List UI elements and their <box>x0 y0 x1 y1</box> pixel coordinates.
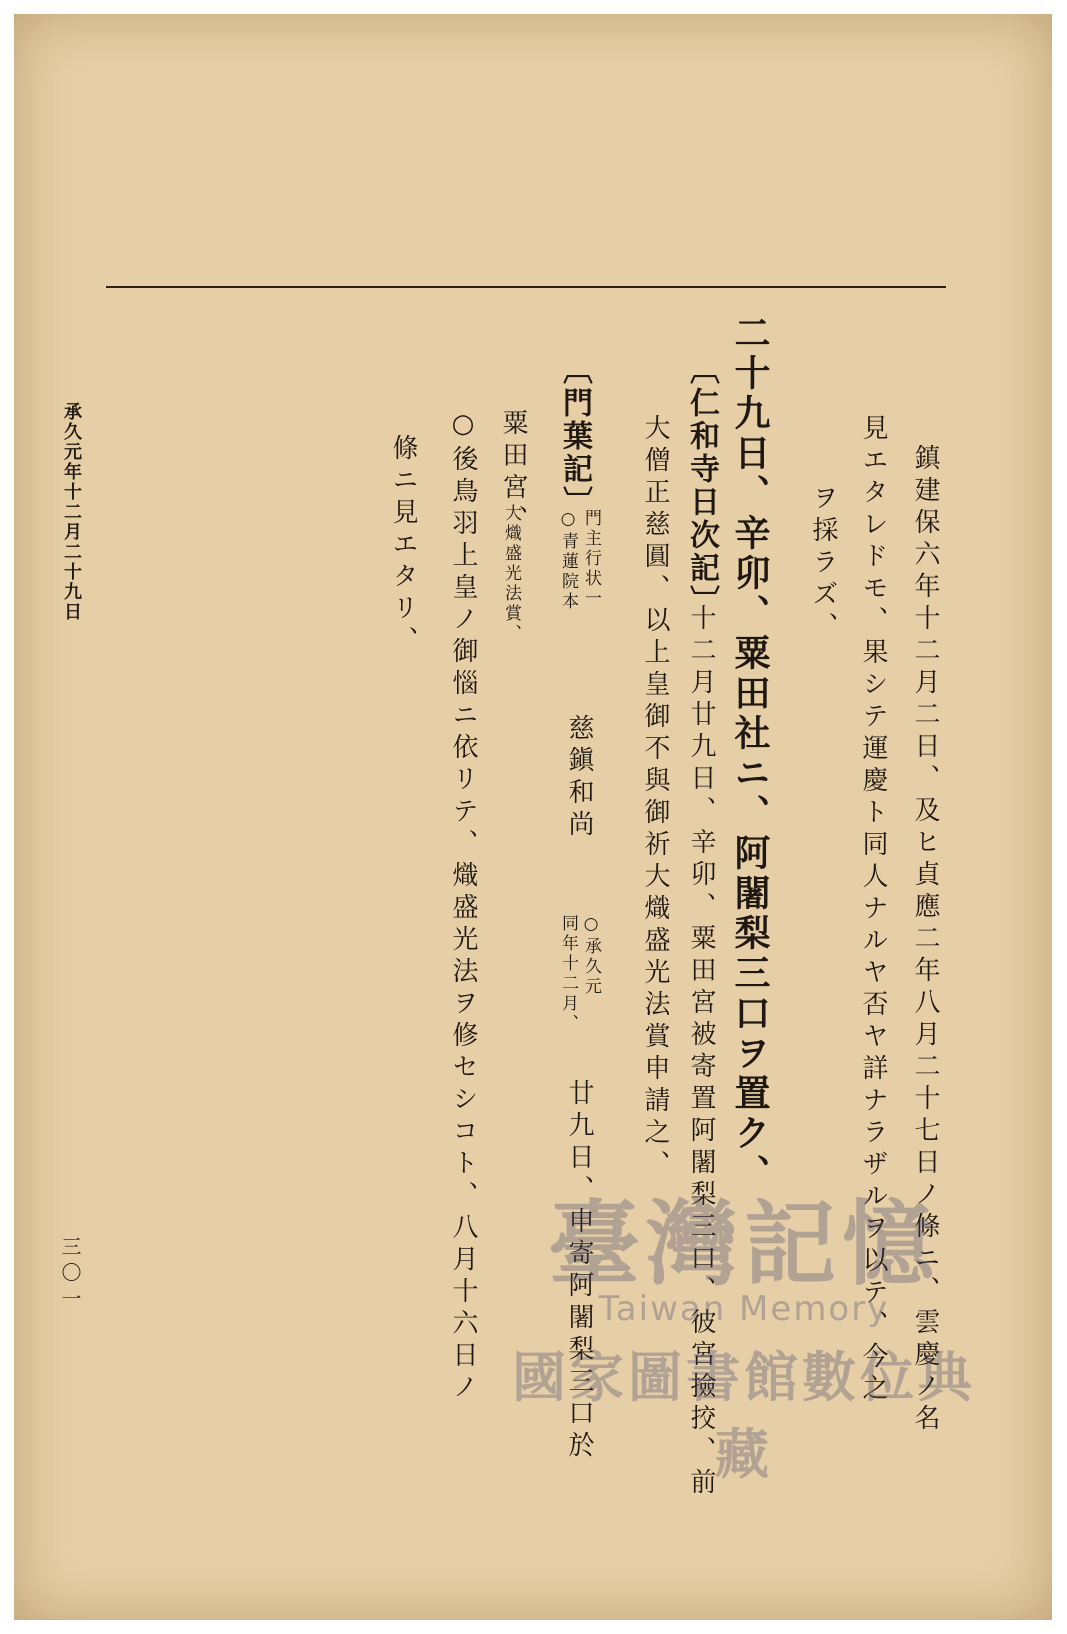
source-title-monyoki: 〔門葉記〕 <box>557 354 592 519</box>
text-line-3: ヲ採ラズ、 <box>808 484 838 644</box>
source-note-c: ○承久元 <box>581 914 601 997</box>
text-line-7b: ○後鳥羽上皇ノ御惱ニ依リテ、熾盛光法ヲ修セシコト、八月十六日ノ <box>448 409 478 1405</box>
source-text-jichin: 慈鎭和尚 <box>564 714 594 842</box>
entry-headline: 二十九日、辛卯、粟田社ニ、阿闍梨三口ヲ置ク、 <box>729 314 771 1194</box>
text-line-5: 大僧正慈圓、以上皇御不與御祈大熾盛光法賞申請之、 <box>640 414 670 1182</box>
source-note-d: 同年十二月、 <box>558 914 578 1034</box>
source-text-ninnaji: 十二月廿九日、辛卯、粟田宮被寄置阿闍梨三口、彼宮撿挍、前 <box>686 604 716 1500</box>
source-title-ninnaji: 〔仁和寺日次記〕 <box>684 354 719 618</box>
source-note-b: ○青蓮院本 <box>558 509 578 612</box>
watermark-english: Taiwan Memory <box>598 1289 890 1330</box>
page-number: 三〇一 <box>58 1236 82 1314</box>
text-line-1: 鎮建保六年十二月二日、及ヒ貞應二年八月二十七日ノ條ニ、雲慶ノ名 <box>910 444 940 1436</box>
library-watermark <box>484 1191 1004 1487</box>
text-line-8: 條ニ見エタリ、 <box>388 434 418 658</box>
text-line-7-note: 大熾盛光法賞、 <box>501 504 521 644</box>
source-text-2: 廿九日、申寄阿闍梨三口於 <box>564 1079 594 1463</box>
document-page <box>14 14 1052 1620</box>
text-line-7a: 粟田宮、 <box>498 409 528 537</box>
watermark-library: 國家圖書館數位典藏 <box>512 1346 976 1487</box>
header-rule <box>106 286 946 288</box>
source-note-a: 門主行状一 <box>581 509 601 609</box>
text-line-2: 見エタレドモ、果シテ運慶ト同人ナルヤ否ヤ詳ナラザルヲ以テ、今之 <box>858 414 888 1406</box>
watermark-main: 臺灣記憶 <box>547 1191 940 1298</box>
running-head: 承久元年十二月二十九日 <box>61 402 82 622</box>
